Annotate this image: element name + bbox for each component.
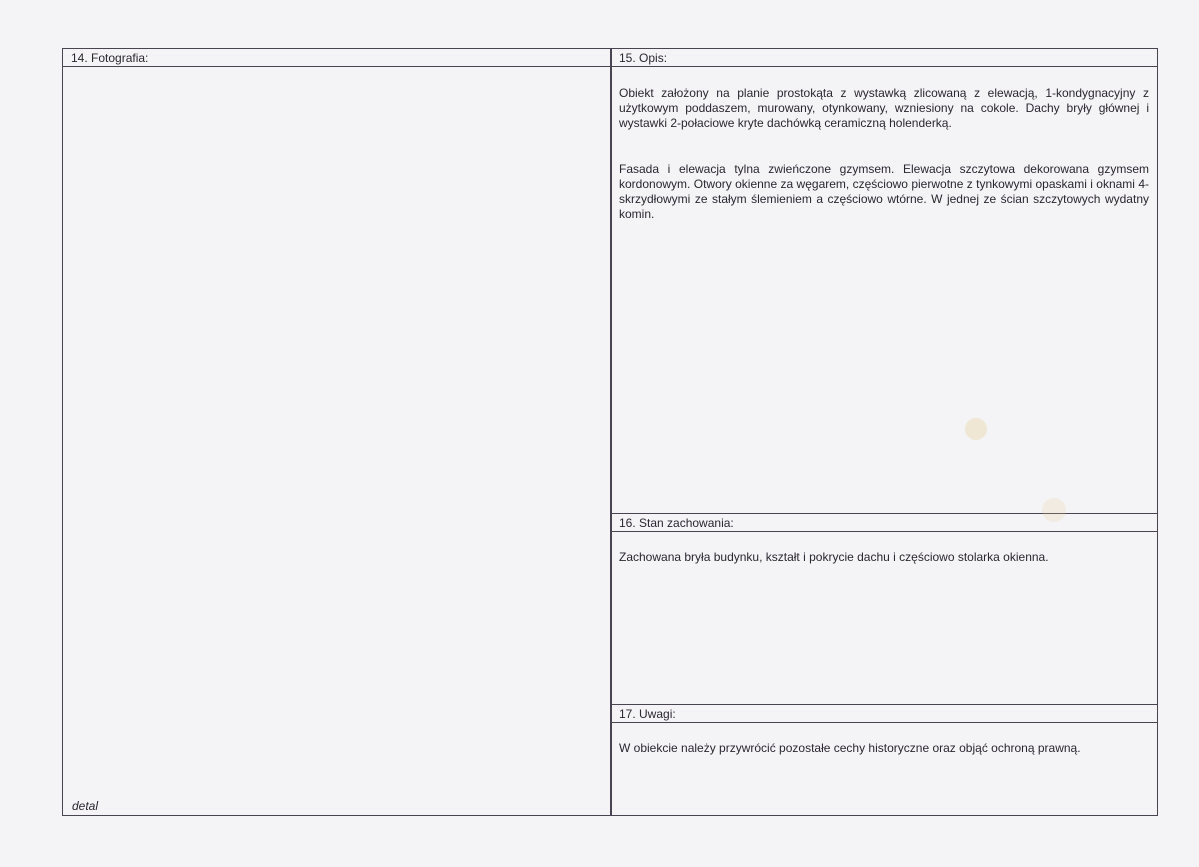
photo-header: 14. Fotografia:	[63, 49, 611, 67]
photo-caption: detal	[72, 799, 99, 813]
description-paragraph-1: Obiekt założony na planie prostokąta z wystawką zlicowaną z elewacją, 1-kondygnacyjny z użytkowym poddaszem, murowany, otynkowany, wzniesiony na cokole. Dachy bryły głównej i wystawki 2-połaciowe kryte dachówką ceramiczną holenderką.	[619, 86, 1149, 130]
description-paragraph-2: Fasada i elewacja tylna zwieńczone gzymsem. Elewacja szczytowa dekorowana gzymsem kordonowym. Otwory okienne za węgarem, częściowo pierwotne z tynkowymi opaskami i oknami 4-skrzydłowymi ze stałym ślemieniem a częściowo wtórne. W jednej ze ścian szczytowych wydatny komin.	[619, 162, 1149, 221]
remarks-header: 17. Uwagi:	[611, 705, 1157, 723]
photo-section	[62, 48, 612, 816]
remarks-section	[610, 704, 1158, 816]
condition-section	[610, 513, 1158, 705]
remarks-text: W obiekcie należy przywrócić pozostałe cechy historyczne oraz objąć ochroną prawną.	[619, 741, 1081, 755]
condition-header: 16. Stan zachowania:	[611, 514, 1157, 532]
condition-text: Zachowana bryła budynku, kształt i pokrycie dachu i częściowo stolarka okienna.	[619, 550, 1049, 564]
description-section	[610, 48, 1158, 514]
paper-stain	[1042, 498, 1066, 522]
paper-stain	[965, 418, 987, 440]
description-header: 15. Opis:	[611, 49, 1157, 67]
